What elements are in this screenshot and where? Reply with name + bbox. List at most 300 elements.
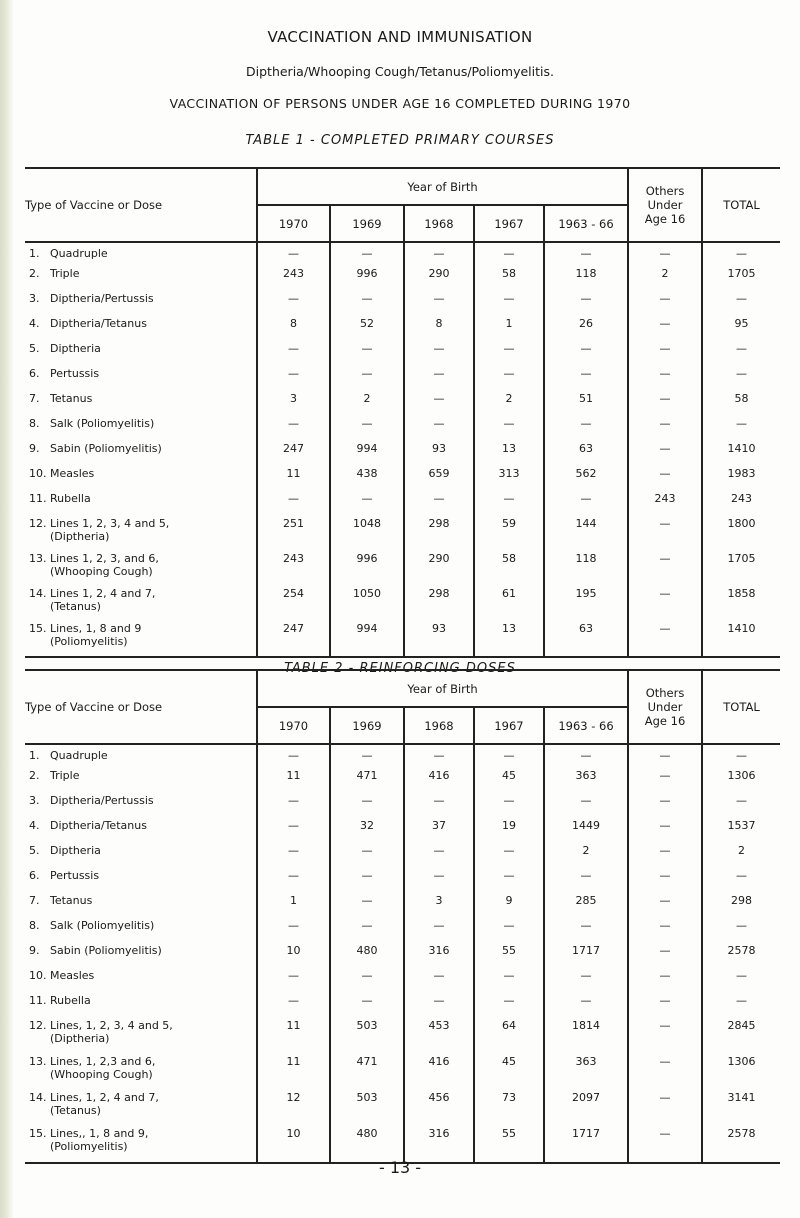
vaccine-label	[25, 1019, 257, 1055]
vaccine-name-continuation: (Whooping Cough)	[50, 565, 153, 578]
others-cell: —	[628, 517, 702, 552]
vaccine-label	[25, 467, 257, 492]
vaccine-name: Triple	[50, 267, 80, 280]
year-cell: —	[257, 794, 330, 819]
year-cell: —	[544, 367, 628, 392]
year-cell: 3	[404, 894, 474, 919]
year-cell: —	[330, 292, 404, 317]
row-number: 2.	[29, 769, 40, 782]
year-cell: —	[404, 794, 474, 819]
year-cell: 1814	[544, 1019, 628, 1055]
total-cell: 2578	[702, 1127, 780, 1163]
vaccine-label	[25, 744, 257, 769]
year-cell: —	[257, 844, 330, 869]
total-cell: 1705	[702, 552, 780, 587]
vaccine-name: Measles	[50, 467, 95, 480]
row-number: 11.	[29, 994, 47, 1007]
row-number: 1.	[29, 247, 40, 260]
persons-heading: VACCINATION OF PERSONS UNDER AGE 16 COMPLETED DURING 1970	[169, 96, 631, 111]
row-number: 5.	[29, 342, 40, 355]
year-cell: 11	[257, 769, 330, 794]
year-cell: —	[404, 367, 474, 392]
year-cell: —	[257, 417, 330, 442]
table-row	[25, 417, 780, 442]
others-cell: 2	[628, 267, 702, 292]
year-cell: 12	[257, 1091, 330, 1127]
vaccine-name: Salk (Poliomyelitis)	[50, 919, 155, 932]
others-cell: —	[628, 622, 702, 657]
year-cell: —	[404, 492, 474, 517]
year-cell: —	[404, 744, 474, 769]
table-row	[25, 794, 780, 819]
year-cell: 51	[544, 392, 628, 417]
year-cell: —	[544, 969, 628, 994]
year-cell: —	[257, 242, 330, 267]
vaccine-name: Diptheria/Tetanus	[50, 819, 147, 832]
others-cell: —	[628, 844, 702, 869]
table-row	[25, 242, 780, 267]
year-cell: —	[474, 994, 544, 1019]
row-number: 4.	[29, 317, 40, 330]
row-number: 14.	[29, 1091, 47, 1104]
vaccine-label	[25, 969, 257, 994]
others-cell: —	[628, 1091, 702, 1127]
year-cell: —	[404, 342, 474, 367]
year-cell: —	[474, 242, 544, 267]
year-cell: —	[474, 869, 544, 894]
total-cell: 1983	[702, 467, 780, 492]
year-cell: —	[257, 994, 330, 1019]
year-cell: —	[330, 367, 404, 392]
year-cell: —	[474, 367, 544, 392]
others-cell: —	[628, 417, 702, 442]
vaccine-label	[25, 242, 257, 267]
year-cell: 247	[257, 622, 330, 657]
year-cell: —	[404, 994, 474, 1019]
year-cell: 58	[474, 552, 544, 587]
vaccine-label	[25, 769, 257, 794]
year-cell: 1	[257, 894, 330, 919]
row-number: 7.	[29, 894, 40, 907]
year-cell: 298	[404, 517, 474, 552]
vaccine-name: Lines 1, 2, 3, and 6,	[50, 552, 159, 565]
others-cell: —	[628, 744, 702, 769]
row-number: 6.	[29, 869, 40, 882]
total-cell: —	[702, 744, 780, 769]
others-column-header	[628, 168, 702, 242]
year-header: 1969	[330, 205, 404, 242]
others-cell: —	[628, 794, 702, 819]
year-cell: 195	[544, 587, 628, 622]
table-row	[25, 844, 780, 869]
year-cell: 562	[544, 467, 628, 492]
vaccine-label	[25, 552, 257, 587]
year-cell: —	[330, 794, 404, 819]
vaccine-name: Diptheria/Pertussis	[50, 794, 154, 807]
vaccine-label	[25, 267, 257, 292]
year-cell: —	[474, 744, 544, 769]
row-number: 8.	[29, 417, 40, 430]
year-cell: —	[330, 969, 404, 994]
row-number: 11.	[29, 492, 47, 505]
table-2-caption: TABLE 2 - REINFORCING DOSES	[284, 661, 516, 676]
year-cell: 994	[330, 442, 404, 467]
under-label: Under	[647, 198, 683, 212]
total-cell: —	[702, 367, 780, 392]
vaccine-name-continuation: (Diptheria)	[50, 530, 110, 543]
others-cell: —	[628, 342, 702, 367]
year-cell: 11	[257, 467, 330, 492]
year-cell: 254	[257, 587, 330, 622]
table-reinforcing-doses	[25, 669, 780, 1164]
year-cell: —	[257, 819, 330, 844]
year-cell: 416	[404, 769, 474, 794]
vaccine-name: Diptheria/Pertussis	[50, 292, 154, 305]
year-cell: —	[544, 242, 628, 267]
year-cell: —	[257, 367, 330, 392]
year-cell: 26	[544, 317, 628, 342]
year-header: 1963 - 66	[544, 707, 628, 744]
year-cell: 416	[404, 1055, 474, 1091]
year-cell: —	[330, 492, 404, 517]
table-row	[25, 367, 780, 392]
year-cell: —	[330, 894, 404, 919]
table-row	[25, 969, 780, 994]
vaccine-label	[25, 367, 257, 392]
vaccine-label	[25, 1091, 257, 1127]
year-cell: —	[474, 492, 544, 517]
vaccine-name: Rubella	[50, 492, 91, 505]
vaccine-name-continuation: (Tetanus)	[50, 1104, 101, 1117]
year-cell: 453	[404, 1019, 474, 1055]
table-row	[25, 869, 780, 894]
row-number: 8.	[29, 919, 40, 932]
table-row	[25, 744, 780, 769]
others-cell: 243	[628, 492, 702, 517]
total-cell: —	[702, 994, 780, 1019]
vaccine-name: Lines 1, 2, 4 and 7,	[50, 587, 156, 600]
vaccine-name: Quadruple	[50, 749, 108, 762]
vaccine-name: Lines,, 1, 8 and 9,	[50, 1127, 149, 1140]
year-cell: 2	[544, 844, 628, 869]
total-column-header: TOTAL	[702, 168, 780, 242]
vaccine-label	[25, 1055, 257, 1091]
table-row	[25, 492, 780, 517]
row-number: 3.	[29, 794, 40, 807]
year-cell: 1717	[544, 944, 628, 969]
vaccine-label	[25, 587, 257, 622]
row-number: 13.	[29, 1055, 47, 1068]
year-cell: 243	[257, 552, 330, 587]
year-cell: —	[474, 342, 544, 367]
vaccine-label	[25, 794, 257, 819]
year-cell: 10	[257, 1127, 330, 1163]
table-row	[25, 1019, 780, 1055]
year-cell: —	[544, 919, 628, 944]
year-cell: —	[544, 994, 628, 1019]
vaccine-name: Rubella	[50, 994, 91, 1007]
year-cell: 471	[330, 1055, 404, 1091]
year-cell: —	[404, 417, 474, 442]
year-cell: —	[330, 417, 404, 442]
vaccine-label	[25, 292, 257, 317]
vaccine-name: Sabin (Poliomyelitis)	[50, 442, 162, 455]
year-cell: 290	[404, 267, 474, 292]
year-cell: 1	[474, 317, 544, 342]
table-row	[25, 587, 780, 622]
vaccine-label	[25, 442, 257, 467]
vaccine-name: Diptheria	[50, 342, 101, 355]
total-cell: —	[702, 794, 780, 819]
others-cell: —	[628, 292, 702, 317]
year-cell: 456	[404, 1091, 474, 1127]
year-cell: 10	[257, 944, 330, 969]
vaccine-label	[25, 492, 257, 517]
year-cell: 316	[404, 1127, 474, 1163]
year-cell: 55	[474, 1127, 544, 1163]
row-number: 10.	[29, 969, 47, 982]
others-cell: —	[628, 467, 702, 492]
year-cell: —	[404, 392, 474, 417]
vaccine-name-continuation: (Poliomyelitis)	[50, 1140, 128, 1153]
year-cell: 247	[257, 442, 330, 467]
table-completed-primary-courses	[25, 167, 780, 658]
year-cell: —	[474, 794, 544, 819]
others-cell: —	[628, 944, 702, 969]
year-cell: 8	[404, 317, 474, 342]
total-cell: 1800	[702, 517, 780, 552]
table-row	[25, 342, 780, 367]
vaccine-name-continuation: (Tetanus)	[50, 600, 101, 613]
year-cell: —	[474, 417, 544, 442]
year-cell: —	[474, 919, 544, 944]
table-row	[25, 622, 780, 657]
year-cell: —	[257, 919, 330, 944]
year-cell: —	[330, 744, 404, 769]
year-cell: 144	[544, 517, 628, 552]
year-cell: 480	[330, 944, 404, 969]
year-cell: 313	[474, 467, 544, 492]
year-cell: —	[404, 292, 474, 317]
year-header: 1963 - 66	[544, 205, 628, 242]
year-cell: 251	[257, 517, 330, 552]
year-cell: 503	[330, 1091, 404, 1127]
total-cell: —	[702, 919, 780, 944]
year-cell: —	[257, 744, 330, 769]
total-cell: 95	[702, 317, 780, 342]
year-header: 1967	[474, 205, 544, 242]
year-cell: 2097	[544, 1091, 628, 1127]
year-cell: 363	[544, 1055, 628, 1091]
vaccine-name-continuation: (Diptheria)	[50, 1032, 110, 1045]
others-cell: —	[628, 819, 702, 844]
year-cell: —	[257, 869, 330, 894]
row-number: 13.	[29, 552, 47, 565]
table-row	[25, 317, 780, 342]
row-number: 5.	[29, 844, 40, 857]
year-cell: —	[257, 492, 330, 517]
vaccine-name: Pertussis	[50, 869, 100, 882]
year-cell: 73	[474, 1091, 544, 1127]
year-cell: 298	[404, 587, 474, 622]
table-row	[25, 392, 780, 417]
year-header: 1968	[404, 707, 474, 744]
year-cell: 471	[330, 769, 404, 794]
total-cell: —	[702, 869, 780, 894]
table-1-caption: TABLE 1 - COMPLETED PRIMARY COURSES	[245, 133, 555, 148]
table-row	[25, 919, 780, 944]
year-cell: —	[404, 869, 474, 894]
row-number: 15.	[29, 622, 47, 635]
year-header: 1967	[474, 707, 544, 744]
year-cell: —	[544, 492, 628, 517]
table-row	[25, 442, 780, 467]
vaccine-name: Lines, 1, 2, 4 and 7,	[50, 1091, 159, 1104]
year-cell: —	[404, 242, 474, 267]
vaccine-name: Measles	[50, 969, 95, 982]
others-label: Others	[645, 184, 685, 198]
vaccine-label	[25, 819, 257, 844]
total-cell: 1410	[702, 442, 780, 467]
year-cell: 45	[474, 769, 544, 794]
row-number: 7.	[29, 392, 40, 405]
year-cell: 8	[257, 317, 330, 342]
table-row	[25, 467, 780, 492]
page-edge-shading	[0, 0, 14, 1218]
total-cell: 1858	[702, 587, 780, 622]
row-number: 2.	[29, 267, 40, 280]
row-number: 12.	[29, 1019, 47, 1032]
row-number: 12.	[29, 517, 47, 530]
vaccine-label	[25, 392, 257, 417]
year-cell: 503	[330, 1019, 404, 1055]
year-cell: 1048	[330, 517, 404, 552]
table-row	[25, 552, 780, 587]
year-header: 1970	[257, 707, 330, 744]
row-number: 10.	[29, 467, 47, 480]
total-cell: —	[702, 242, 780, 267]
others-cell: —	[628, 1019, 702, 1055]
year-cell: 363	[544, 769, 628, 794]
year-of-birth-header: Year of Birth	[257, 168, 628, 205]
total-cell: 298	[702, 894, 780, 919]
total-cell: 1410	[702, 622, 780, 657]
others-cell: —	[628, 919, 702, 944]
year-cell: —	[404, 844, 474, 869]
vaccine-label	[25, 944, 257, 969]
year-cell: 1050	[330, 587, 404, 622]
year-cell: 37	[404, 819, 474, 844]
total-cell: 243	[702, 492, 780, 517]
table-row	[25, 769, 780, 794]
table-row	[25, 819, 780, 844]
year-cell: 659	[404, 467, 474, 492]
year-cell: 285	[544, 894, 628, 919]
total-cell: 2	[702, 844, 780, 869]
year-cell: —	[330, 242, 404, 267]
year-cell: —	[474, 844, 544, 869]
year-cell: 243	[257, 267, 330, 292]
total-cell: 3141	[702, 1091, 780, 1127]
row-number: 15.	[29, 1127, 47, 1140]
year-cell: 996	[330, 552, 404, 587]
others-cell: —	[628, 969, 702, 994]
vaccine-label	[25, 317, 257, 342]
year-cell: 1449	[544, 819, 628, 844]
others-cell: —	[628, 552, 702, 587]
table-row	[25, 894, 780, 919]
vaccine-name: Tetanus	[50, 894, 93, 907]
year-cell: 52	[330, 317, 404, 342]
total-cell: —	[702, 417, 780, 442]
others-cell: —	[628, 367, 702, 392]
vaccine-label	[25, 869, 257, 894]
table-row	[25, 1055, 780, 1091]
total-cell: —	[702, 292, 780, 317]
vaccine-label	[25, 417, 257, 442]
total-cell: —	[702, 342, 780, 367]
others-cell: —	[628, 442, 702, 467]
row-number: 6.	[29, 367, 40, 380]
year-cell: —	[474, 969, 544, 994]
year-cell: 59	[474, 517, 544, 552]
year-cell: —	[330, 844, 404, 869]
total-cell: 1306	[702, 769, 780, 794]
total-cell: 58	[702, 392, 780, 417]
year-cell: 9	[474, 894, 544, 919]
page-subheading: Diptheria/Whooping Cough/Tetanus/Poliomyelitis.	[246, 64, 554, 79]
year-cell: 118	[544, 552, 628, 587]
year-cell: 118	[544, 267, 628, 292]
vaccine-name: Lines, 1, 2, 3, 4 and 5,	[50, 1019, 173, 1032]
year-cell: —	[544, 744, 628, 769]
year-cell: —	[257, 292, 330, 317]
total-column-header: TOTAL	[702, 670, 780, 744]
year-cell: 1717	[544, 1127, 628, 1163]
others-cell: —	[628, 242, 702, 267]
year-cell: 480	[330, 1127, 404, 1163]
under-label: Under	[647, 700, 683, 714]
vaccine-name: Quadruple	[50, 247, 108, 260]
vaccine-name: Tetanus	[50, 392, 93, 405]
year-cell: —	[257, 969, 330, 994]
row-number: 1.	[29, 749, 40, 762]
vaccine-name: Lines 1, 2, 3, 4 and 5,	[50, 517, 170, 530]
total-cell: 1537	[702, 819, 780, 844]
row-number: 14.	[29, 587, 47, 600]
vaccine-label	[25, 994, 257, 1019]
vaccine-name: Diptheria/Tetanus	[50, 317, 147, 330]
year-cell: —	[404, 919, 474, 944]
total-cell: 1705	[702, 267, 780, 292]
total-cell: 2578	[702, 944, 780, 969]
year-cell: 55	[474, 944, 544, 969]
year-cell: 61	[474, 587, 544, 622]
year-cell: 45	[474, 1055, 544, 1091]
vaccine-label	[25, 342, 257, 367]
vaccine-name-continuation: (Whooping Cough)	[50, 1068, 153, 1081]
year-of-birth-header: Year of Birth	[257, 670, 628, 707]
type-column-header: Type of Vaccine or Dose	[25, 198, 163, 212]
others-column-header	[628, 670, 702, 744]
year-cell: 13	[474, 622, 544, 657]
table-row	[25, 944, 780, 969]
year-cell: 11	[257, 1019, 330, 1055]
year-cell: —	[404, 969, 474, 994]
vaccine-name: Triple	[50, 769, 80, 782]
vaccine-name-continuation: (Poliomyelitis)	[50, 635, 128, 648]
vaccine-name: Lines, 1, 8 and 9	[50, 622, 142, 635]
